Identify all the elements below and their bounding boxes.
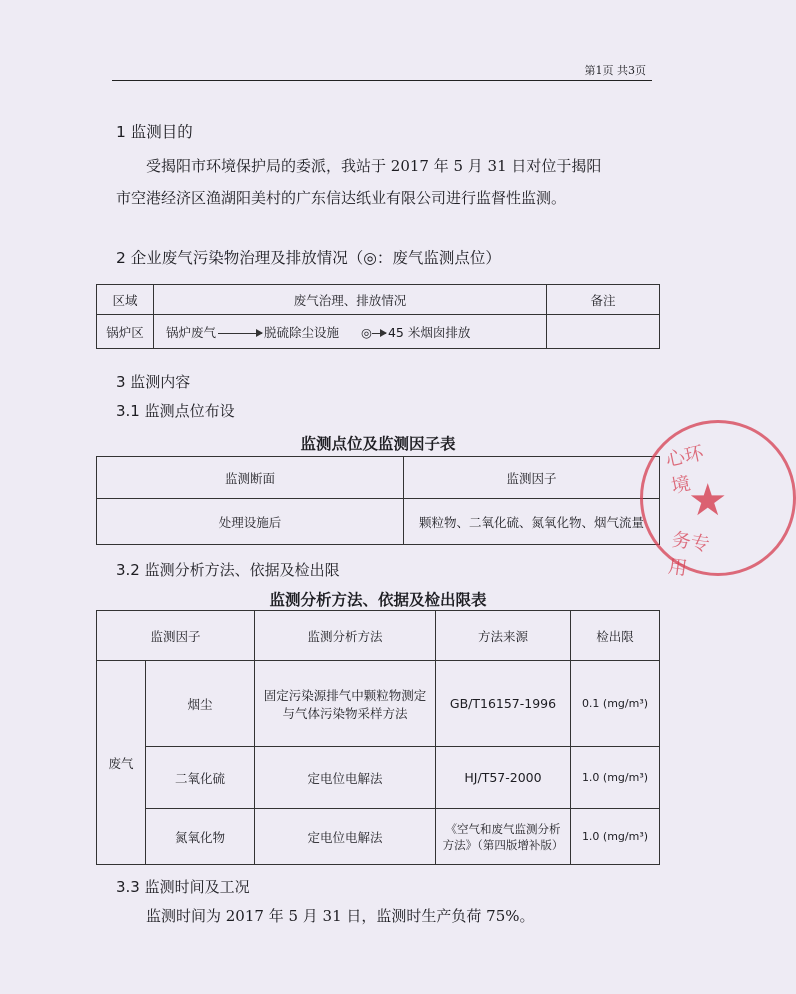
header-limit: 检出限	[571, 611, 660, 661]
section-2-title: 2 企业废气污染物治理及排放情况（◎：废气监测点位）	[116, 249, 501, 267]
section-1-line-2: 市空港经济区渔湖阳美村的广东信达纸业有限公司进行监督性监测。	[116, 189, 567, 207]
page-header	[112, 60, 652, 81]
seal-star-icon: ★	[688, 475, 728, 526]
limit-cell: 0.1 (mg/m³)	[571, 661, 660, 747]
arrow-icon	[372, 333, 386, 334]
section-3-3-title: 3.3 监测时间及工况	[116, 878, 250, 896]
factor-cell: 烟尘	[146, 661, 255, 747]
page-indicator: 第1页 共3页	[584, 64, 646, 77]
method-cell: 固定污染源排气中颗粒物测定与气体污染物采样方法	[255, 661, 436, 747]
section-1-paragraph	[116, 150, 616, 214]
factor-cell: 氮氧化物	[146, 809, 255, 865]
note-cell	[547, 315, 660, 349]
point-table-caption: 监测点位及监测因子表	[300, 435, 456, 453]
monitoring-point-icon: ◎	[361, 324, 372, 340]
seal-text-bottom: 务专用	[666, 528, 712, 580]
section-3-3-paragraph: 监测时间为 2017 年 5 月 31 日，监测时生产负荷 75%。	[146, 907, 535, 925]
method-table-caption: 监测分析方法、依据及检出限表	[269, 591, 487, 609]
factor-cell: 颗粒物、二氧化硫、氮氧化物、烟气流量	[404, 499, 660, 545]
limit-cell: 1.0 (mg/m³)	[571, 809, 660, 865]
area-cell: 锅炉区	[97, 315, 154, 349]
section-3-1-title: 3.1 监测点位布设	[116, 402, 235, 420]
header-monitor-factor: 监测因子	[97, 611, 255, 661]
group-cell: 废气	[97, 661, 146, 865]
flow-cell	[154, 315, 547, 349]
point-table	[96, 456, 660, 545]
section-1-title: 1 监测目的	[116, 123, 193, 141]
header-note: 备注	[547, 285, 660, 315]
section-1-line-1: 受揭阳市环境保护局的委派，我站于 2017 年 5 月 31 日对位于揭阳	[146, 157, 602, 175]
factor-cell: 二氧化硫	[146, 747, 255, 809]
seal-text-top: 心环境	[663, 442, 706, 498]
arrow-icon	[218, 333, 262, 334]
source-cell: HJ/T57-2000	[436, 747, 571, 809]
section-3-2-title: 3.2 监测分析方法、依据及检出限	[116, 561, 340, 579]
flow-step-desulfurization: 脱硫除尘设施	[264, 324, 340, 340]
flow-step-boiler-gas: 锅炉废气	[166, 324, 217, 340]
source-cell: GB/T16157-1996	[436, 661, 571, 747]
section-cell: 处理设施后	[97, 499, 404, 545]
limit-cell: 1.0 (mg/m³)	[571, 747, 660, 809]
header-method: 监测分析方法	[255, 611, 436, 661]
emission-table	[96, 284, 660, 349]
section-3-title: 3 监测内容	[116, 373, 191, 391]
method-cell: 定电位电解法	[255, 747, 436, 809]
source-cell: 《空气和废气监测分析方法》（第四版增补版）	[436, 809, 571, 865]
header-factor: 监测因子	[404, 457, 660, 499]
header-section: 监测断面	[97, 457, 404, 499]
header-area: 区域	[97, 285, 154, 315]
flow-step-chimney: 45 米烟囱排放	[387, 324, 471, 340]
header-treatment: 废气治理、排放情况	[154, 285, 547, 315]
method-table	[96, 610, 660, 865]
header-source: 方法来源	[436, 611, 571, 661]
method-cell: 定电位电解法	[255, 809, 436, 865]
